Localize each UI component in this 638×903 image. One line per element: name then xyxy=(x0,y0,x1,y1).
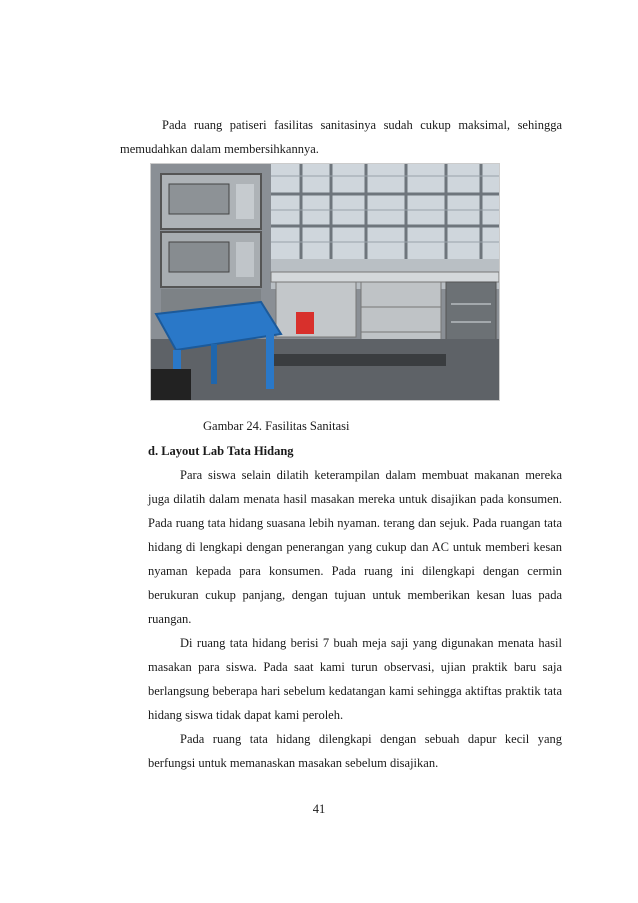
page-number: 41 xyxy=(312,802,326,816)
intro-line-2: memudahkan dalam membersihkannya. xyxy=(120,142,319,156)
para1-line: juga dilatih dalam menata hasil masakan mereka untuk disajikan pada konsumen. xyxy=(148,492,562,506)
para3-line: berfungsi untuk memanaskan masakan sebelum disajikan. xyxy=(148,756,439,770)
section-heading: d. Layout Lab Tata Hidang xyxy=(148,444,294,458)
para2-line: masakan para siswa. Pada saat kami turun observasi, ujian praktik baru saja xyxy=(148,660,562,674)
para1-line: nyaman kepada para konsumen. Pada ruang ini dilengkapi dengan cermin xyxy=(148,564,562,578)
figure-caption: Gambar 24. Fasilitas Sanitasi xyxy=(203,419,350,433)
sanitation-photo xyxy=(150,163,500,401)
para1-line: Para siswa selain dilatih keterampilan dalam membuat makanan mereka xyxy=(180,468,562,482)
para1-line: Pada ruang tata hidang suasana lebih nyaman. terang dan sejuk. Pada ruangan tata xyxy=(148,516,562,530)
para2-line: hidang siswa tidak dapat kami peroleh. xyxy=(148,708,344,722)
para1-line: hidang di lengkapi dengan penerangan yang cukup dan AC untuk memberi kesan xyxy=(148,540,562,554)
kitchen-illustration xyxy=(151,164,499,400)
intro-line-1: Pada ruang patiseri fasilitas sanitasinya sudah cukup maksimal, sehingga xyxy=(162,118,562,132)
para2-line: Di ruang tata hidang berisi 7 buah meja saji yang digunakan menata hasil xyxy=(180,636,562,650)
para3-line: Pada ruang tata hidang dilengkapi dengan sebuah dapur kecil yang xyxy=(180,732,562,746)
para1-line: ruangan. xyxy=(148,612,192,626)
para2-line: berlangsung beberapa hari sebelum kedatangan kami sehingga aktiftas praktik tata xyxy=(148,684,562,698)
para1-line: berukuran cukup panjang, dengan tujuan untuk memberikan kesan luas pada xyxy=(148,588,562,602)
